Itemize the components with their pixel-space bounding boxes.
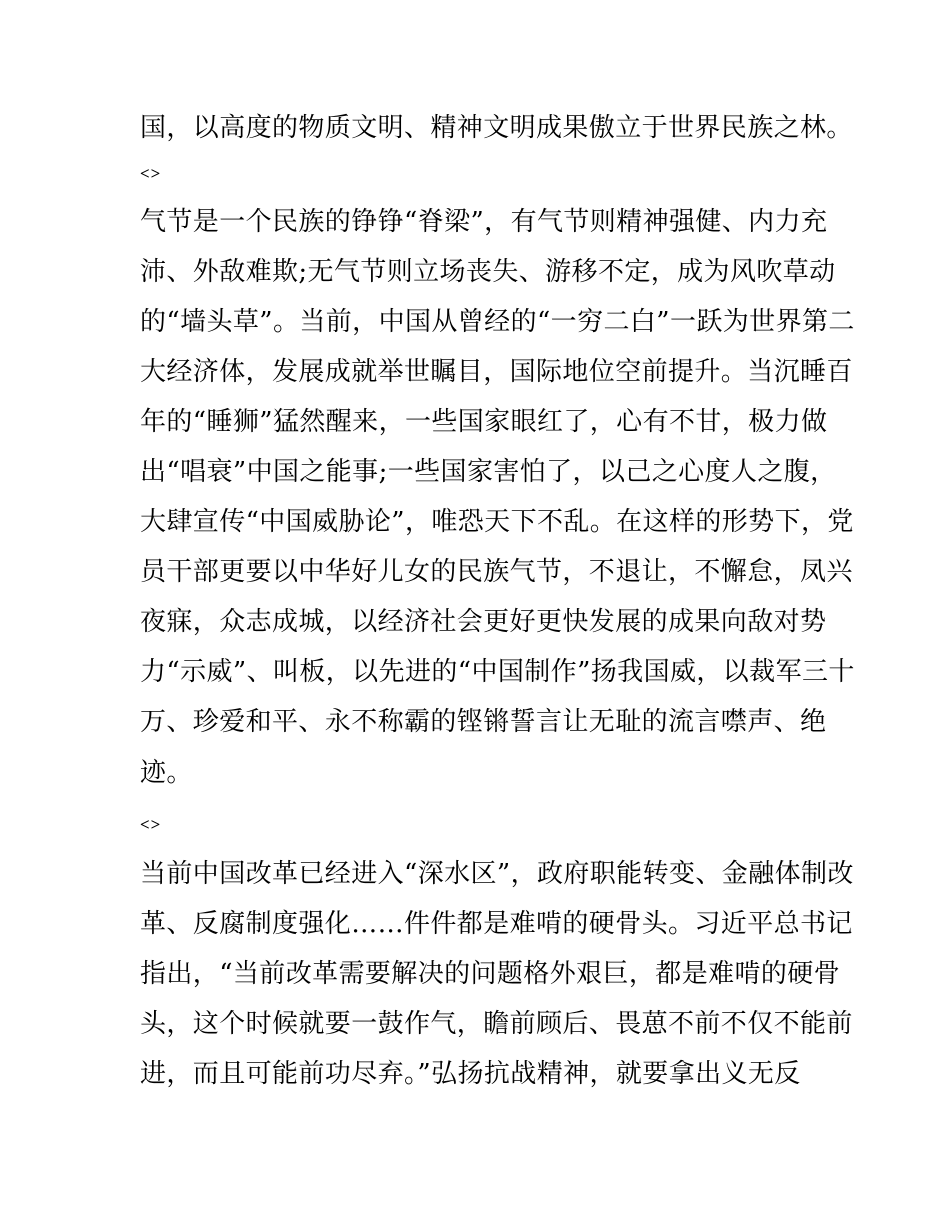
text-line: 大肆宣传“中国威胁论”，唯恐天下不乱。在这样的形势下，党 bbox=[140, 507, 854, 537]
text-line: 气节是一个民族的铮铮“脊梁”，有气节则精神强健、内力充 bbox=[140, 207, 828, 237]
text-line: 年的“睡狮”猛然醒来，一些国家眼红了，心有不甘，极力做 bbox=[140, 407, 828, 437]
text-line: 迹。 bbox=[140, 758, 193, 788]
text-line: 员干部更要以中华好儿女的民族气节，不退让，不懈怠，凤兴 bbox=[140, 557, 853, 587]
text-line: 的“墙头草”。当前，中国从曾经的“一穷二白”一跃为世界第二 bbox=[140, 307, 855, 337]
section-separator: <> bbox=[140, 164, 162, 183]
text-line: 夜寐，众志成城，以经济社会更好更快发展的成果向敌对势 bbox=[140, 607, 827, 637]
section-separator: <> bbox=[140, 815, 162, 834]
text-line: 沛、外敌难欺;无气节则立场丧失、游移不定，成为风吹草动 bbox=[140, 257, 836, 287]
text-line: 指出，“当前改革需要解决的问题格外艰巨，都是难啃的硬骨 bbox=[140, 959, 841, 989]
text-line: 出“唱衰”中国之能事;一些国家害怕了，以己之心度人之腹， bbox=[140, 457, 837, 487]
text-line: 力“示威”、叫板，以先进的“中国制作”扬我国威，以裁军三十 bbox=[140, 657, 855, 687]
text-line: 当前中国改革已经进入“深水区”，政府职能转变、金融体制改 bbox=[140, 859, 854, 889]
text-line: 大经济体，发展成就举世瞩目，国际地位空前提升。当沉睡百 bbox=[140, 357, 853, 387]
text-line: 革、反腐制度强化……件件都是难啃的硬骨头。习近平总书记 bbox=[140, 909, 853, 939]
text-line: 万、珍爱和平、永不称霸的铿锵誓言让无耻的流言噤声、绝 bbox=[140, 707, 827, 737]
text-line: 进，而且可能前功尽弃。”弘扬抗战精神，就要拿出义无反 bbox=[140, 1059, 801, 1089]
text-line: 国，以高度的物质文明、精神文明成果傲立于世界民族之林。 bbox=[140, 113, 853, 143]
text-line: 头，这个时候就要一鼓作气，瞻前顾后、畏葸不前不仅不能前 bbox=[140, 1009, 853, 1039]
